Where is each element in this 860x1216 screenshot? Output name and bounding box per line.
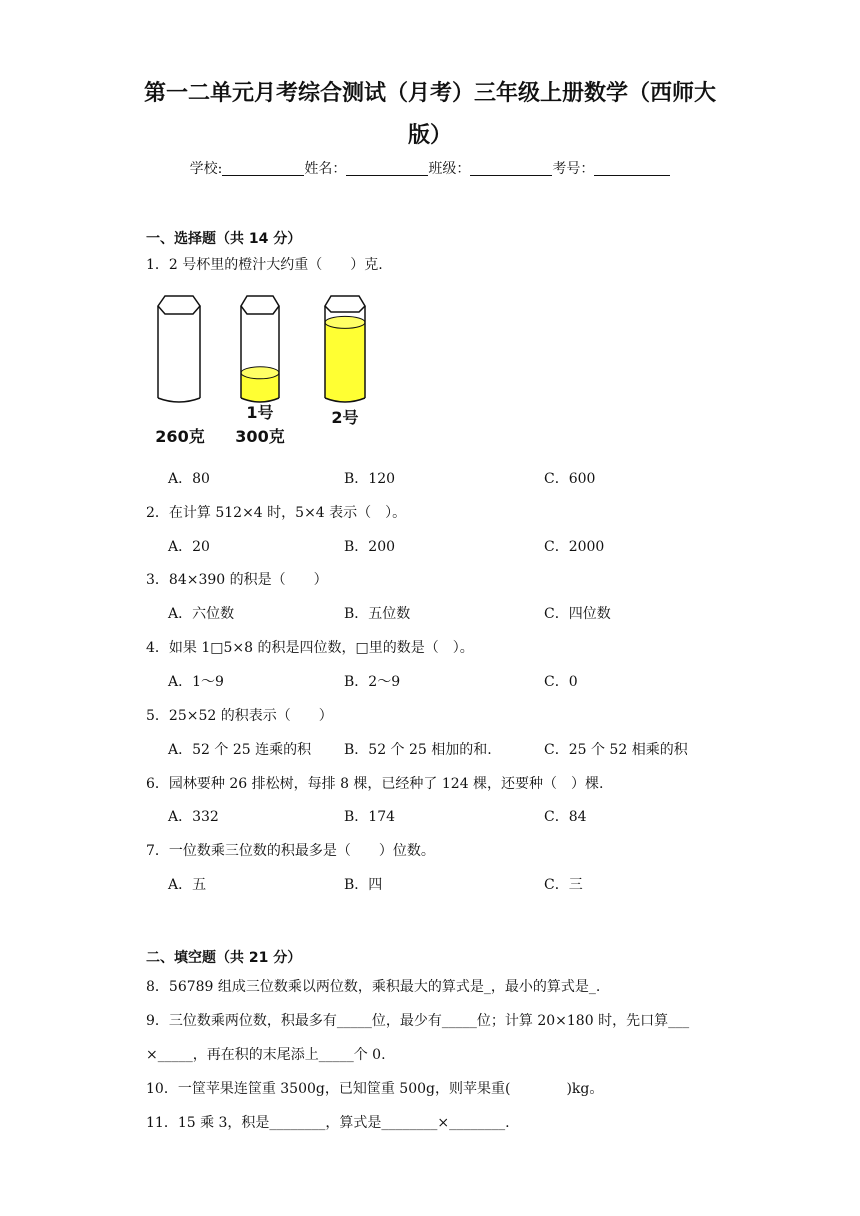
section-title-fill-blank: 二、填空题（共 21 分）	[146, 950, 302, 966]
q2-option-c[interactable]: C．2000	[544, 539, 605, 555]
question-7: 7．一位数乘三位数的积最多是（ ）位数。	[146, 843, 435, 859]
question-9-line2: ×_____，再在积的末尾添上_____个 0.	[146, 1047, 386, 1063]
q7-option-a[interactable]: A．五	[168, 877, 207, 893]
question-1: 1．2 号杯里的橙汁大约重（ ）克.	[146, 257, 383, 273]
question-6: 6．园林要种 26 排松树，每排 8 棵，已经种了 124 棵，还要种（ ）棵.	[146, 776, 604, 792]
q7-option-c[interactable]: C．三	[544, 877, 583, 893]
cup-2	[325, 296, 365, 402]
question-4: 4．如果 1□5×8 的积是四位数，□里的数是（ ）。	[146, 640, 474, 656]
name-blank[interactable]	[346, 161, 428, 176]
cup-empty	[158, 296, 200, 402]
q3-option-b[interactable]: B．五位数	[344, 606, 411, 622]
question-5: 5．25×52 的积表示（ ）	[146, 708, 333, 724]
question-10: 10．一筐苹果连筐重 3500g，已知筐重 500g，则苹果重( )kg。	[146, 1081, 604, 1097]
q3-option-c[interactable]: C．四位数	[544, 606, 611, 622]
question-9-line1: 9．三位数乘两位数，积最多有_____位，最少有_____位；计算 20×180 时，先口算___	[146, 1013, 690, 1029]
q4-option-c[interactable]: C．0	[544, 674, 578, 690]
question-11: 11．15 乘 3，积是________，算式是________×________.	[146, 1115, 510, 1131]
q5-option-b[interactable]: B．52 个 25 相加的和.	[344, 742, 492, 758]
exam-no-blank[interactable]	[594, 161, 670, 176]
school-label: 学校:	[189, 161, 223, 177]
class-blank[interactable]	[470, 161, 552, 176]
student-info-line	[0, 158, 860, 178]
juice-cups-figure	[140, 288, 400, 448]
class-label: 班级：	[428, 161, 471, 177]
cup-empty-label: 260克	[155, 427, 205, 446]
question-3: 3．84×390 的积是（ ）	[146, 572, 328, 588]
q4-option-b[interactable]: B．2～9	[344, 674, 401, 690]
q1-option-c[interactable]: C．600	[544, 471, 596, 487]
exam-no-label: 考号：	[552, 161, 595, 177]
cup-1	[241, 296, 279, 402]
cup-2-number-label: 2号	[331, 408, 359, 427]
question-2: 2．在计算 512×4 时，5×4 表示（ ）。	[146, 505, 407, 521]
q2-option-a[interactable]: A．20	[168, 539, 210, 555]
q4-option-a[interactable]: A．1～9	[168, 674, 224, 690]
name-label: 姓名：	[304, 161, 347, 177]
q7-option-b[interactable]: B．四	[344, 877, 383, 893]
q1-option-a[interactable]: A．80	[168, 471, 210, 487]
q6-option-c[interactable]: C．84	[544, 809, 587, 825]
q5-option-a[interactable]: A．52 个 25 连乘的积	[168, 742, 312, 758]
q6-option-b[interactable]: B．174	[344, 809, 396, 825]
q2-option-b[interactable]: B．200	[344, 539, 396, 555]
page-title-line2: 版）	[407, 123, 452, 148]
section-title-choice: 一、选择题（共 14 分）	[146, 231, 302, 247]
q3-option-a[interactable]: A．六位数	[168, 606, 235, 622]
cup-1-weight-label: 300克	[235, 427, 285, 446]
question-8: 8．56789 组成三位数乘以两位数，乘积最大的算式是_，最小的算式是_.	[146, 979, 601, 995]
q5-option-c[interactable]: C．25 个 52 相乘的积	[544, 742, 688, 758]
school-blank[interactable]	[222, 161, 304, 176]
q1-option-b[interactable]: B．120	[344, 471, 396, 487]
q6-option-a[interactable]: A．332	[168, 809, 219, 825]
cup-1-number-label: 1号	[246, 403, 274, 422]
page-title-line1: 第一二单元月考综合测试（月考）三年级上册数学（西师大	[143, 81, 716, 106]
